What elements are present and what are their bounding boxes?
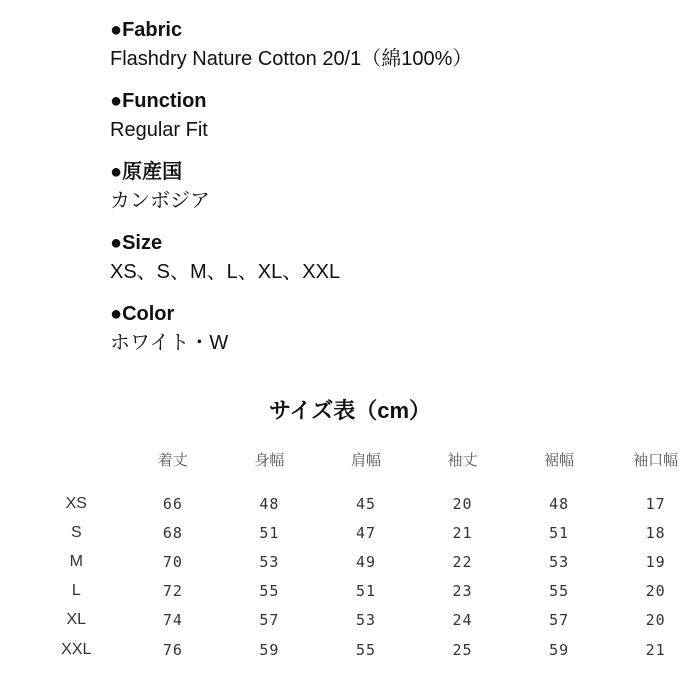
table-row xyxy=(28,547,700,576)
value-cell: 76 xyxy=(162,640,183,659)
value-cell: 48 xyxy=(549,494,570,513)
size-table-title: サイズ表（cm） xyxy=(268,398,432,423)
value-cell: 20 xyxy=(645,582,666,601)
spec-value: XS、S、M、L、XL、XXL xyxy=(110,261,341,283)
value-cell: 21 xyxy=(452,523,473,542)
value-cell: 51 xyxy=(259,523,280,542)
spec-value: カンボジア xyxy=(110,190,210,212)
size-cell: XXL xyxy=(61,640,92,658)
header-sleeve-length: 袖丈 xyxy=(447,451,478,469)
table-row xyxy=(28,489,700,518)
spec-value: Flashdry Nature Cotton 20/1（綿100%） xyxy=(110,48,473,70)
value-cell: 19 xyxy=(645,552,666,571)
spec-color xyxy=(110,300,670,358)
value-cell: 72 xyxy=(162,582,183,601)
spec-label: ●原産国 xyxy=(110,161,183,183)
size-cell: S xyxy=(70,523,82,541)
size-cell: M xyxy=(69,552,83,570)
header-hem-width: 裾幅 xyxy=(544,451,575,469)
spec-value: ホワイト・W xyxy=(110,332,229,354)
table-header-row xyxy=(28,446,700,489)
value-cell: 25 xyxy=(452,640,473,659)
product-specs xyxy=(110,16,670,371)
value-cell: 45 xyxy=(355,494,376,513)
value-cell: 51 xyxy=(549,523,570,542)
value-cell: 70 xyxy=(162,552,183,571)
value-cell: 51 xyxy=(355,582,376,601)
corner-cell xyxy=(28,446,125,489)
spec-value: Regular Fit xyxy=(110,119,208,141)
size-cell: XL xyxy=(66,611,87,629)
value-cell: 21 xyxy=(645,640,666,659)
spec-fabric xyxy=(110,16,670,74)
value-cell: 59 xyxy=(259,640,280,659)
value-cell: 55 xyxy=(355,640,376,659)
value-cell: 47 xyxy=(355,523,376,542)
value-cell: 23 xyxy=(452,582,473,601)
value-cell: 20 xyxy=(452,494,473,513)
value-cell: 22 xyxy=(452,552,473,571)
size-cell: L xyxy=(71,582,81,600)
value-cell: 18 xyxy=(645,523,666,542)
value-cell: 53 xyxy=(549,552,570,571)
header-cuff-width: 袖口幅 xyxy=(633,451,679,469)
value-cell: 57 xyxy=(549,611,570,630)
value-cell: 59 xyxy=(549,640,570,659)
spec-origin xyxy=(110,158,670,216)
value-cell: 48 xyxy=(259,494,280,513)
header-length: 着丈 xyxy=(157,451,188,469)
value-cell: 55 xyxy=(549,582,570,601)
table-row xyxy=(28,518,700,547)
spec-label: ●Size xyxy=(110,232,163,254)
value-cell: 53 xyxy=(355,611,376,630)
header-body-width: 身幅 xyxy=(254,451,285,469)
spec-size xyxy=(110,229,670,287)
value-cell: 68 xyxy=(162,523,183,542)
table-row xyxy=(28,606,700,635)
value-cell: 49 xyxy=(355,552,376,571)
value-cell: 74 xyxy=(162,611,183,630)
spec-function xyxy=(110,87,670,145)
value-cell: 53 xyxy=(259,552,280,571)
size-table xyxy=(28,446,700,664)
spec-label: ●Color xyxy=(110,303,175,325)
value-cell: 66 xyxy=(162,494,183,513)
value-cell: 17 xyxy=(645,494,666,513)
value-cell: 20 xyxy=(645,611,666,630)
value-cell: 57 xyxy=(259,611,280,630)
table-row xyxy=(28,577,700,606)
spec-label: ●Fabric xyxy=(110,19,183,41)
value-cell: 24 xyxy=(452,611,473,630)
table-row xyxy=(28,635,700,664)
header-shoulder-width: 肩幅 xyxy=(350,451,381,469)
value-cell: 55 xyxy=(259,582,280,601)
spec-label: ●Function xyxy=(110,90,207,112)
size-cell: XS xyxy=(65,494,87,512)
